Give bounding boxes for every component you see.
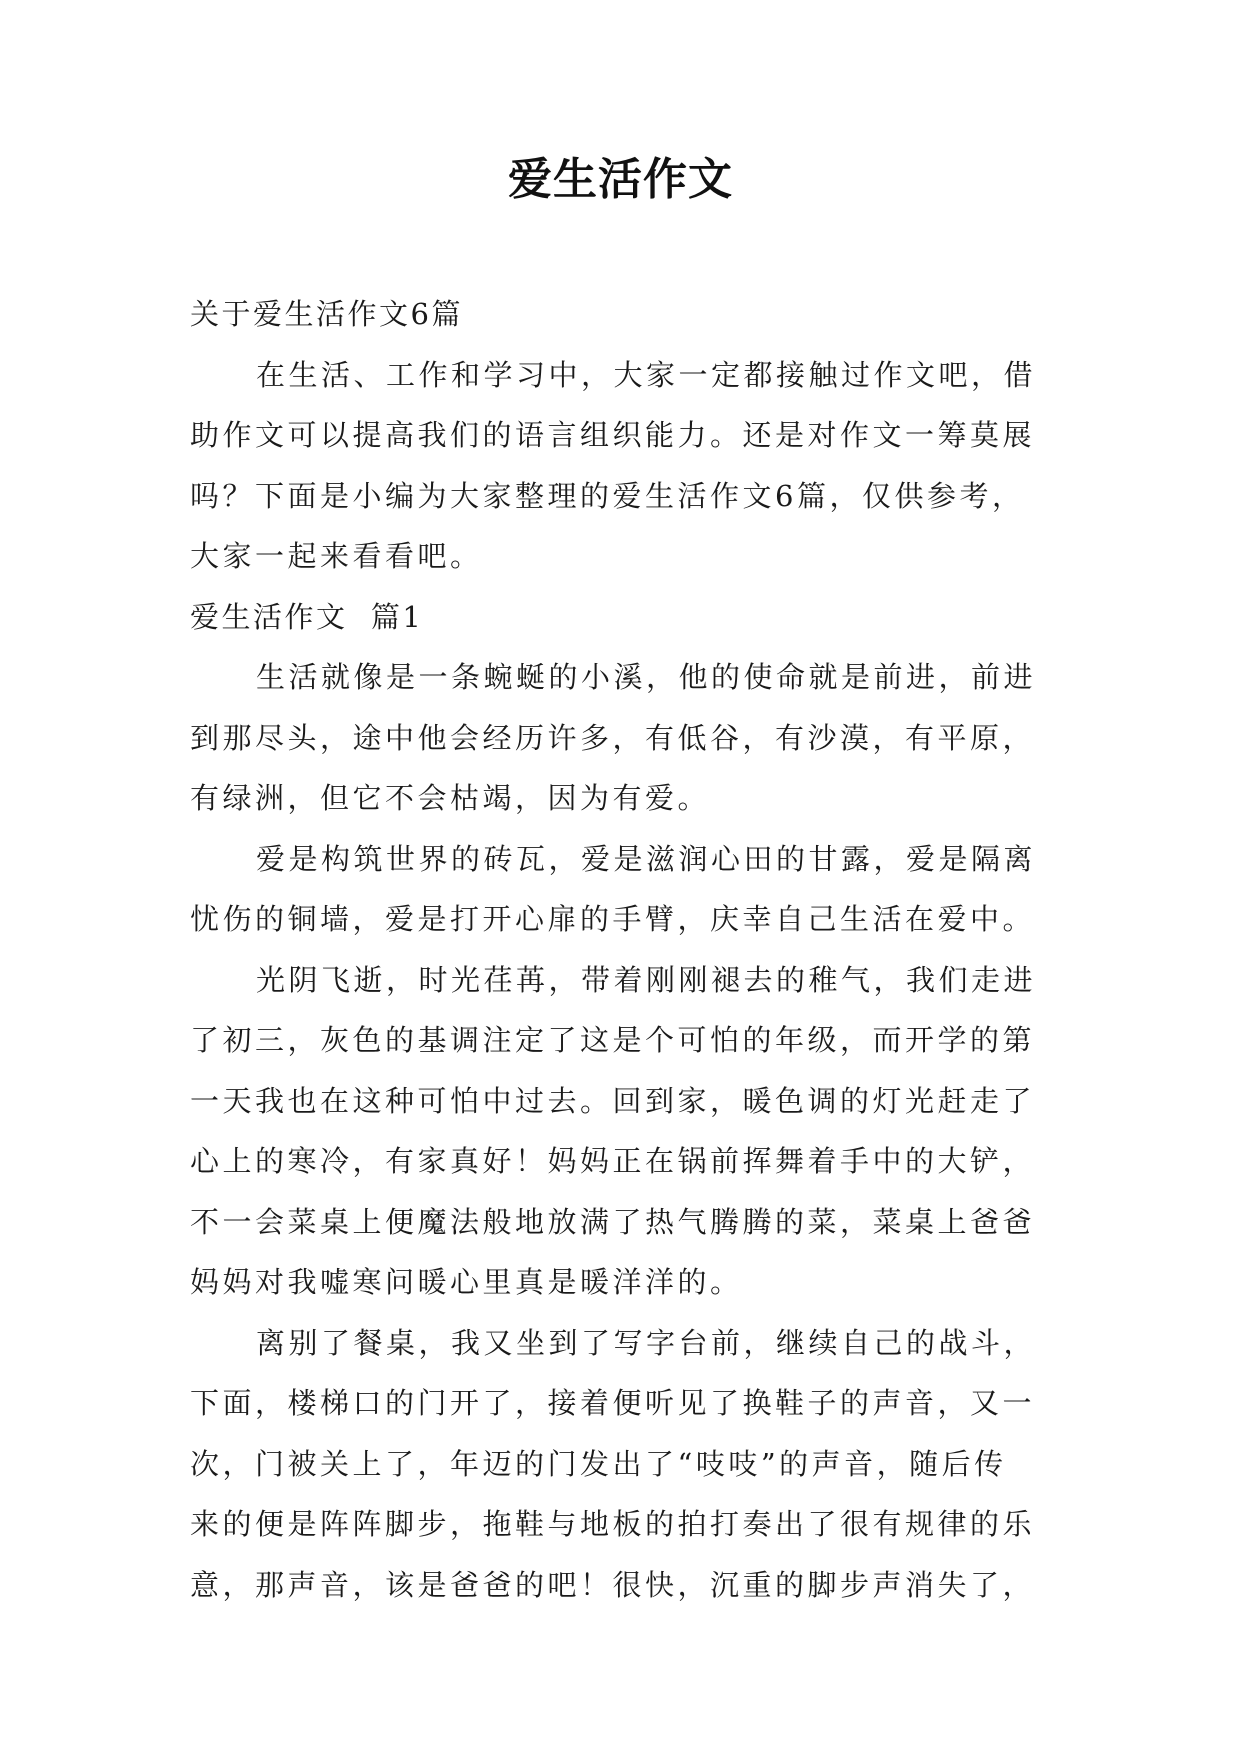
paragraph-line: 次，门被关上了，年迈的门发出了“吱吱”的声音，随后传 [190,1446,1007,1481]
paragraph-line: 吗？下面是小编为大家整理的爱生活作文6篇，仅供参考， [190,478,1025,513]
paragraph-line: 在生活、工作和学习中，大家一定都接触过作文吧，借 [256,357,1037,392]
paragraph-line: 不一会菜桌上便魔法般地放满了热气腾腾的菜，菜桌上爸爸 [190,1204,1036,1239]
section-paragraph-3 [190,950,1070,1313]
paragraph-line: 来的便是阵阵脚步，拖鞋与地板的拍打奏出了很有规律的乐 [190,1507,1036,1541]
paragraph-line: 了初三，灰色的基调注定了这是个可怕的年级，而开学的第 [190,1023,1036,1057]
document-title: 爱生活作文 [508,154,733,205]
paragraph-line: 一天我也在这种可怕中过去。回到家，暖色调的灯光赶走了 [190,1083,1036,1118]
paragraph-line: 大家一起来看看吧。 [190,539,483,573]
paragraph-line: 生活就像是一条蜿蜒的小溪，他的使命就是前进，前进 [256,660,1037,694]
paragraph-line: 下面，楼梯口的门开了，接着便听见了换鞋子的声音，又一 [190,1386,1036,1420]
paragraph-line: 妈妈对我嘘寒问暖心里真是暖洋洋的。 [190,1265,743,1299]
paragraph-line: 离别了餐桌，我又坐到了写字台前，继续自己的战斗， [256,1325,1037,1360]
section-heading: 爱生活作文 篇1 [190,599,424,634]
intro-paragraph [190,345,1070,587]
subtitle: 关于爱生活作文6篇 [190,297,463,331]
document-body [190,284,1070,1615]
paragraph-line: 心上的寒冷，有家真好！妈妈正在锅前挥舞着手中的大铲， [190,1144,1036,1178]
section-paragraph-2 [190,829,1070,950]
paragraph-line: 光阴飞逝，时光荏苒，带着刚刚褪去的稚气，我们走进 [256,962,1037,997]
paragraph-line: 有绿洲，但它不会枯竭，因为有爱。 [190,781,711,815]
paragraph-line: 到那尽头，途中他会经历许多，有低谷，有沙漠，有平原， [190,720,1036,755]
paragraph-line: 助作文可以提高我们的语言组织能力。还是对作文一筹莫展 [190,418,1036,452]
section-paragraph-4 [190,1313,1070,1616]
paragraph-line: 爱是构筑世界的砖瓦，爱是滋润心田的甘露，爱是隔离 [256,841,1037,876]
section-paragraph-1 [190,647,1070,829]
paragraph-line: 意，那声音，该是爸爸的吧！很快，沉重的脚步声消失了， [190,1567,1036,1602]
paragraph-line: 忧伤的铜墙，爱是打开心扉的手臂，庆幸自己生活在爱中。 [190,902,1036,936]
